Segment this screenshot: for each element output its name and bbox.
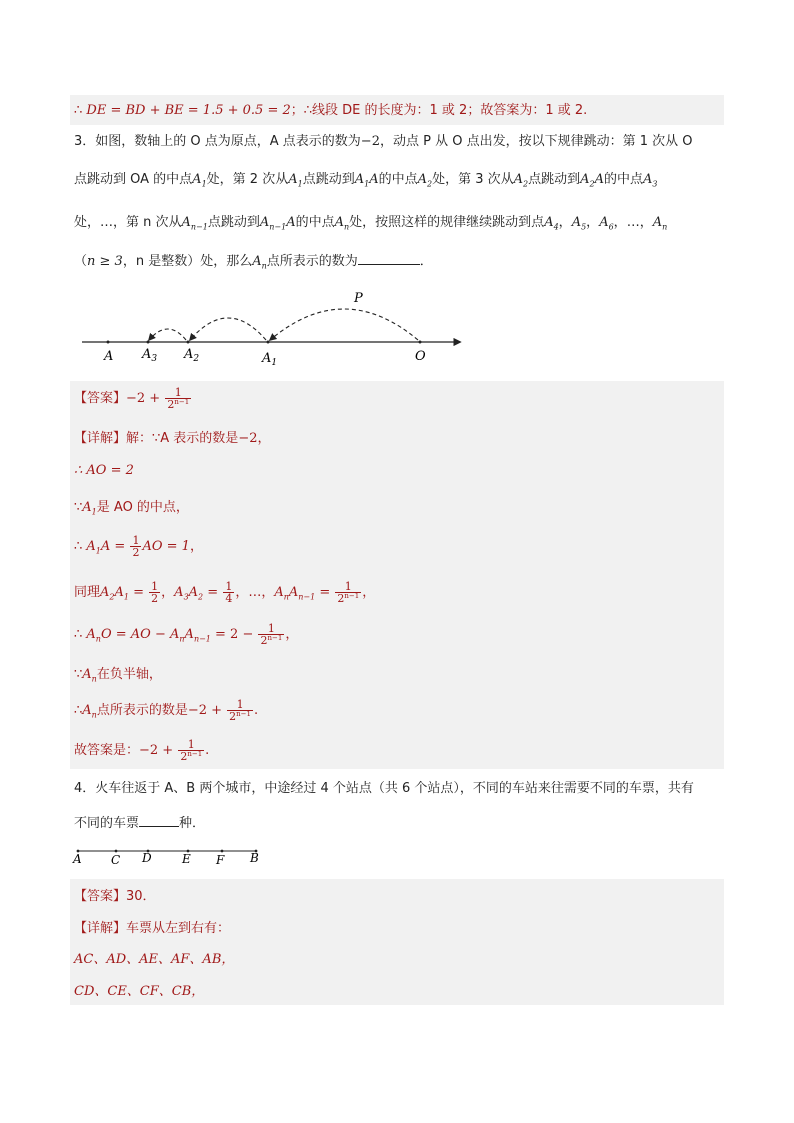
denominator: 2 xyxy=(132,546,140,559)
label-o: O xyxy=(415,349,426,364)
denominator-exp: n−1 xyxy=(236,710,251,718)
q3-text: 的中点 xyxy=(295,215,335,230)
detail-text: ，…， xyxy=(235,585,275,600)
label-p: P xyxy=(354,291,363,306)
separator: ， xyxy=(639,215,653,230)
detail-line-7 xyxy=(74,666,162,689)
detail-tag: 【详解】 xyxy=(74,431,127,446)
detail-expr: = 2 − xyxy=(210,627,258,642)
q3-text: （ xyxy=(74,254,88,269)
numerator: 1 xyxy=(335,581,361,593)
number-line-figure xyxy=(78,288,478,368)
de-equation: DE = BD + BE = 1.5 + 0.5 = 2 xyxy=(86,103,291,118)
point-o xyxy=(419,341,422,344)
q4-line-1: 4．火车往返于 A、B 两个城市，中途经过 4 个站点（共 6 个站点），不同的车站来往需要不同的车票，共有 xyxy=(74,781,694,796)
q4-answer-line xyxy=(74,888,156,906)
equals: = xyxy=(203,585,223,600)
a-value: −2 xyxy=(360,134,380,149)
detail-text: 解：∵A 表示的数是 xyxy=(126,431,239,446)
an-symbol: $A_n$ xyxy=(652,215,668,232)
answer-tag: 【答案】 xyxy=(74,889,127,904)
an-1a-symbol: $A_{n-1}A$ xyxy=(259,215,296,232)
numerator: 1 xyxy=(258,623,284,635)
numerator: 1 xyxy=(178,739,204,751)
therefore-symbol: ∴ xyxy=(74,627,87,642)
detail-text: ， xyxy=(189,539,203,554)
a1-symbol: $A_1$ xyxy=(288,172,303,189)
separator: ， xyxy=(586,215,600,230)
half-fraction xyxy=(130,535,141,558)
station-f xyxy=(221,850,224,853)
detail-line-9 xyxy=(74,738,209,764)
a1a-symbol: $A_1A$ xyxy=(354,172,379,189)
numerator: 1 xyxy=(225,580,233,593)
a5-symbol: $A_5$ xyxy=(571,215,587,232)
detail-text: ， xyxy=(285,627,299,642)
numerator: 1 xyxy=(227,699,253,711)
a1a-symbol: $A_1A$ xyxy=(86,539,111,556)
detail-text: ， xyxy=(161,585,175,600)
q3-line-4 xyxy=(74,251,433,276)
a6-symbol: $A_6$ xyxy=(599,215,614,232)
ano-symbol: $A_nO$ xyxy=(86,627,112,644)
detail-text: . xyxy=(205,743,210,758)
denominator-exp: n−1 xyxy=(344,592,360,600)
denominator-exp: n−1 xyxy=(174,398,190,406)
q4-text: 不同的车票 xyxy=(74,816,140,831)
q3-line-1 xyxy=(74,133,692,151)
denominator-base: 2 xyxy=(229,710,237,723)
jump-arc-1 xyxy=(270,309,418,340)
detail-text: . xyxy=(254,703,259,718)
detail-tag: 【详解】 xyxy=(74,921,127,936)
detail-value: −2 xyxy=(238,431,258,446)
separator: ， xyxy=(613,215,627,230)
detail-text: 故答案是： xyxy=(74,743,140,758)
detail-line-8 xyxy=(74,698,258,729)
station-label-a: A xyxy=(73,852,82,866)
a1-symbol: $A_1$ xyxy=(82,500,97,517)
equals: = xyxy=(128,585,149,600)
q3-text: ，动点 P 从 O 点出发，按以下规律跳动：第 1 次从 O xyxy=(379,134,693,149)
q3-text: 点跳动到 xyxy=(302,172,355,187)
q3-text: 点所表示的数为 xyxy=(266,254,358,269)
q3-text: 点跳动到 xyxy=(528,172,581,187)
an-symbol: $A_n$ xyxy=(82,667,97,684)
a3-symbol: $A_3$ xyxy=(643,172,658,189)
q3-text: 处，…，第 n 次从 xyxy=(74,215,182,230)
denominator-exp: n−1 xyxy=(267,634,283,642)
a2a1-symbol: $A_2A_1$ xyxy=(100,585,129,602)
half-fraction xyxy=(149,581,160,604)
denominator-base: 2 xyxy=(337,592,345,605)
ellipsis: … xyxy=(626,215,640,230)
detail-text: 车票从左到右有： xyxy=(126,921,231,936)
n-condition: n ≥ 3 xyxy=(87,254,123,269)
detail-text: 是 AO 的中点， xyxy=(96,500,189,515)
separator: ， xyxy=(558,215,572,230)
q4-detail-line-3: CD、CE、CF、CB， xyxy=(74,984,205,999)
station-label-e: E xyxy=(182,852,191,866)
label-a3: $A_3$ xyxy=(142,347,158,364)
equals: = xyxy=(315,585,335,600)
q4-line-2 xyxy=(74,813,205,833)
power-fraction xyxy=(258,623,284,646)
q3-text: 处，第 3 次从 xyxy=(432,172,514,187)
answer-fraction xyxy=(165,387,191,410)
station-label-d: D xyxy=(142,851,152,865)
q2-answer-text: ；∴线段 DE 的长度为：1 或 2；故答案为：1 或 2. xyxy=(290,103,588,118)
q3-text: ，n 是整数）处，那么 xyxy=(122,254,253,269)
a2a-symbol: $A_2A$ xyxy=(580,172,604,189)
detail-expr: AO = 1 xyxy=(142,539,190,554)
stations-figure xyxy=(70,845,270,875)
anan-1-symbol: $A_nA_{n-1}$ xyxy=(274,585,316,602)
detail-expr: = AO − xyxy=(111,627,170,642)
q3-text: 的中点 xyxy=(604,172,644,187)
detail-expr: −2 + xyxy=(139,743,178,758)
detail-line-3 xyxy=(74,499,189,522)
q3-line-3 xyxy=(74,214,667,237)
an-symbol: $A_n$ xyxy=(252,254,267,271)
q4-text: 种． xyxy=(179,816,206,831)
answer-blank xyxy=(139,813,179,827)
detail-line-5 xyxy=(74,580,375,611)
answer-tag: 【答案】 xyxy=(74,391,127,406)
power-fraction xyxy=(335,581,361,604)
a2-symbol: $A_2$ xyxy=(417,172,433,189)
detail-text: 点所表示的数是 xyxy=(96,703,188,718)
detail-expr: −2 + xyxy=(187,703,227,718)
q3-text: 点跳动到 xyxy=(207,215,260,230)
denominator-base: 2 xyxy=(260,634,268,647)
q2-conclusion-line xyxy=(74,102,587,120)
q3-answer-line xyxy=(74,386,192,412)
denominator-base: 2 xyxy=(167,398,175,411)
therefore-symbol: ∴ xyxy=(74,703,83,718)
detail-text: 同理 xyxy=(74,585,101,600)
detail-line-6 xyxy=(74,622,298,653)
because-symbol: ∵ xyxy=(74,667,83,682)
q3-text: 处，按照这样的规律继续跳动到点 xyxy=(349,215,545,230)
jump-arc-2 xyxy=(190,318,266,340)
therefore-symbol: ∴ xyxy=(74,539,87,554)
q3-line-2 xyxy=(74,171,658,194)
detail-line-4 xyxy=(74,534,203,565)
label-a1: $A_1$ xyxy=(262,351,278,368)
q3-text: 3．如图，数轴上的 O 点为原点，A 点表示的数为 xyxy=(74,134,361,149)
numerator: 1 xyxy=(132,534,140,547)
q3-text: 点跳动到 OA 的中点 xyxy=(74,172,193,187)
jump-arc-3 xyxy=(149,329,186,340)
detail-text: ， xyxy=(362,585,376,600)
numerator: 1 xyxy=(165,387,191,399)
label-a: A xyxy=(104,349,114,364)
q4-detail-line-1 xyxy=(74,920,230,938)
station-label-c: C xyxy=(111,853,121,867)
a2-symbol: $A_2$ xyxy=(513,172,529,189)
a3a2-symbol: $A_3A_2$ xyxy=(174,585,204,602)
therefore-symbol: ∴ xyxy=(74,103,87,118)
equals: = xyxy=(110,539,130,554)
an-symbol: $A_n$ xyxy=(334,215,350,232)
anan-1-symbol: $A_nA_{n-1}$ xyxy=(170,627,211,644)
answer-expr: −2 + xyxy=(126,391,165,406)
answer-value: 30． xyxy=(126,889,156,904)
station-label-f: F xyxy=(216,853,225,867)
detail-text: ， xyxy=(257,431,271,446)
power-fraction xyxy=(178,739,204,762)
numerator: 1 xyxy=(151,580,159,593)
a1-symbol: $A_1$ xyxy=(192,172,207,189)
point-a3 xyxy=(147,341,150,344)
denominator: 2 xyxy=(151,592,159,605)
an-symbol: $A_n$ xyxy=(82,703,97,720)
answer-blank xyxy=(358,251,420,265)
denominator-exp: n−1 xyxy=(187,750,203,758)
station-c xyxy=(115,850,118,853)
detail-text: 在负半轴， xyxy=(96,667,162,682)
denominator: 4 xyxy=(225,592,233,605)
q3-text: 的中点 xyxy=(378,172,418,187)
a4-symbol: $A_4$ xyxy=(544,215,559,232)
denominator-base: 2 xyxy=(180,750,188,763)
point-a1 xyxy=(267,341,270,344)
label-a2: $A_2$ xyxy=(184,347,200,364)
power-fraction xyxy=(227,699,253,722)
detail-line-1 xyxy=(74,430,271,448)
detail-line-2: ∴ AO = 2 xyxy=(74,463,134,478)
q4-detail-line-2: AC、AD、AE、AF、AB， xyxy=(74,952,235,967)
an-1-symbol: $A_{n-1}$ xyxy=(181,215,208,232)
q3-text: 处，第 2 次从 xyxy=(206,172,289,187)
station-label-b: B xyxy=(250,851,259,865)
because-symbol: ∵ xyxy=(74,500,83,515)
point-a2 xyxy=(187,341,190,344)
quarter-fraction xyxy=(223,581,234,604)
point-a xyxy=(107,341,110,344)
q3-text: ． xyxy=(419,254,433,269)
